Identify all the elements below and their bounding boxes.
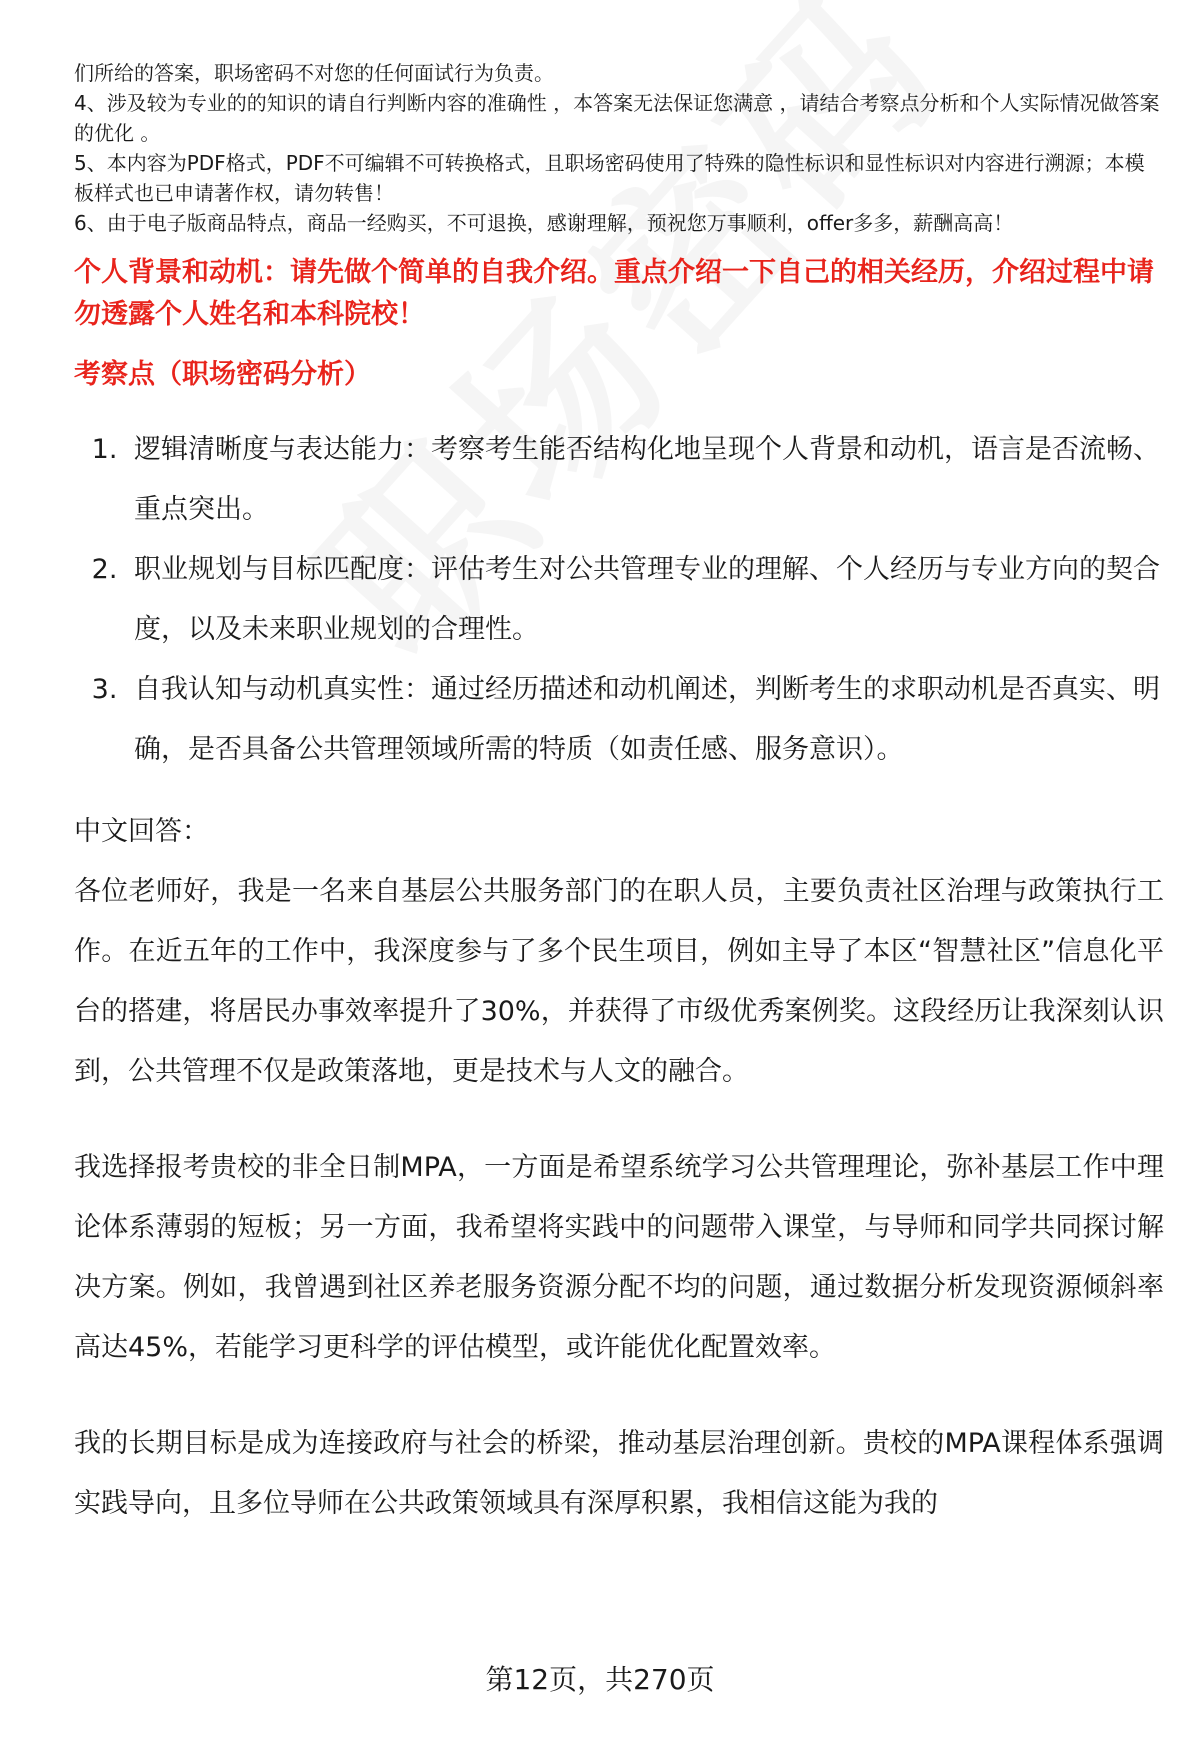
analysis-point: 2. 职业规划与目标匹配度：评估考生对公共管理专业的理解、个人经历与专业方向的契合度，以及未来职业规划的合理性。 xyxy=(126,540,1164,660)
answer-label: 中文回答： xyxy=(74,816,209,847)
analysis-point: 1. 逻辑清晰度与表达能力：考察考生能否结构化地呈现个人背景和动机，语言是否流畅、重点突出。 xyxy=(126,420,1164,540)
document-page xyxy=(74,58,1164,1534)
answer-paragraph: 我选择报考贵校的非全日制MPA，一方面是希望系统学习公共管理理论，弥补基层工作中理论体系薄弱的短板；另一方面，我希望将实践中的问题带入课堂，与导师和同学共同探讨解决方案。例如，我曾遇到社区养老服务资源分配不均的问题，通过数据分析发现资源倾斜率高达45%，若能学习更科学的评估模型，或许能优化配置效率。 xyxy=(74,1152,1164,1363)
notice-line: 4、涉及较为专业的的知识的请自行判断内容的准确性 ，本答案无法保证您满意 ，请结合考察点分析和个人实际情况做答案的优化 。 xyxy=(74,91,1160,145)
question-heading: 个人背景和动机：请先做个简单的自我介绍。重点介绍一下自己的相关经历，介绍过程中请勿透露个人姓名和本科院校！ xyxy=(74,257,1154,330)
notice-line: 6、由于电子版商品特点，商品一经购买，不可退换，感谢理解，预祝您万事顺利，offer多多，薪酬高高！ xyxy=(74,211,1014,235)
page-number: 第12页，共270页 xyxy=(485,1663,715,1696)
notice-block xyxy=(74,58,1164,238)
answer-paragraph: 各位老师好，我是一名来自基层公共服务部门的在职人员，主要负责社区治理与政策执行工作。在近五年的工作中，我深度参与了多个民生项目，例如主导了本区“智慧社区”信息化平台的搭建，将居民办事效率提升了30%，并获得了市级优秀案例奖。这段经历让我深刻认识到，公共管理不仅是政策落地，更是技术与人文的融合。 xyxy=(74,876,1164,1087)
notice-line: 5、本内容为PDF格式，PDF不可编辑不可转换格式，且职场密码使用了特殊的隐性标识和显性标识对内容进行溯源；本模板样式也已申请著作权，请勿转售！ xyxy=(74,151,1145,205)
notice-line: 们所给的答案，职场密码不对您的任何面试行为负责。 xyxy=(74,61,554,85)
analysis-heading: 考察点（职场密码分析） xyxy=(74,359,371,390)
answer-paragraph: 我的长期目标是成为连接政府与社会的桥梁，推动基层治理创新。贵校的MPA课程体系强调实践导向，且多位导师在公共政策领域具有深厚积累，我相信这能为我的 xyxy=(74,1428,1164,1519)
analysis-points xyxy=(74,420,1164,780)
analysis-point: 3. 自我认知与动机真实性：通过经历描述和动机阐述，判断考生的求职动机是否真实、明确，是否具备公共管理领域所需的特质（如责任感、服务意识）。 xyxy=(126,660,1164,780)
